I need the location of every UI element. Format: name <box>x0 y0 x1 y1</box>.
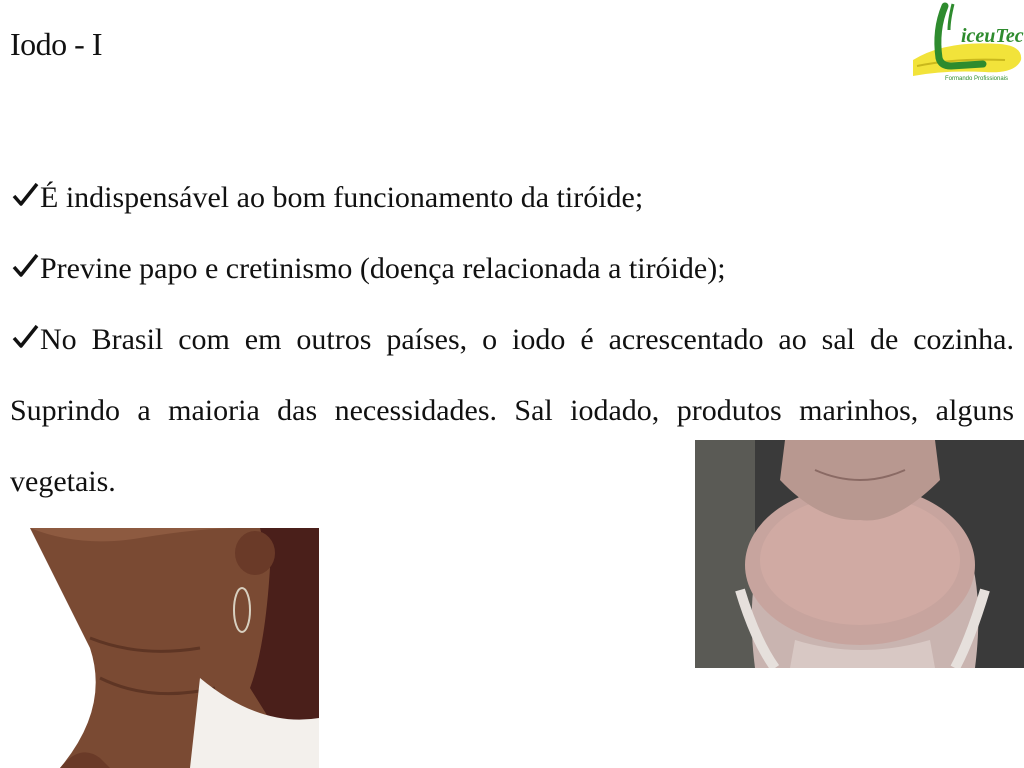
bullet-text: Previne papo e cretinismo (doença relacionada a tiróide); <box>40 252 726 285</box>
checkmark-icon <box>10 251 40 281</box>
checkmark-icon <box>10 322 40 352</box>
slide-title: Iodo - I <box>10 26 102 62</box>
svg-text:iceuTec: iceuTec <box>961 25 1024 47</box>
logo-graphic <box>905 0 1024 88</box>
svg-text:Formando Profissionais: Formando Profissionais <box>945 76 1009 82</box>
checkmark-icon <box>10 180 40 210</box>
goiter-photo <box>695 440 1024 668</box>
bullet-item <box>10 233 1014 304</box>
bullet-item <box>10 162 1014 233</box>
liceutec-logo <box>905 0 1024 88</box>
bullet-text: No Brasil com em outros países, o iodo é acrescentado ao sal de cozinha. Suprindo a maioria das necessidades. Sal iodado, produtos marinhos, alguns vegetais. <box>10 323 1014 498</box>
bullet-text: É indispensável ao bom funcionamento da tiróide; <box>40 181 644 214</box>
neck-profile-photo <box>0 528 319 768</box>
